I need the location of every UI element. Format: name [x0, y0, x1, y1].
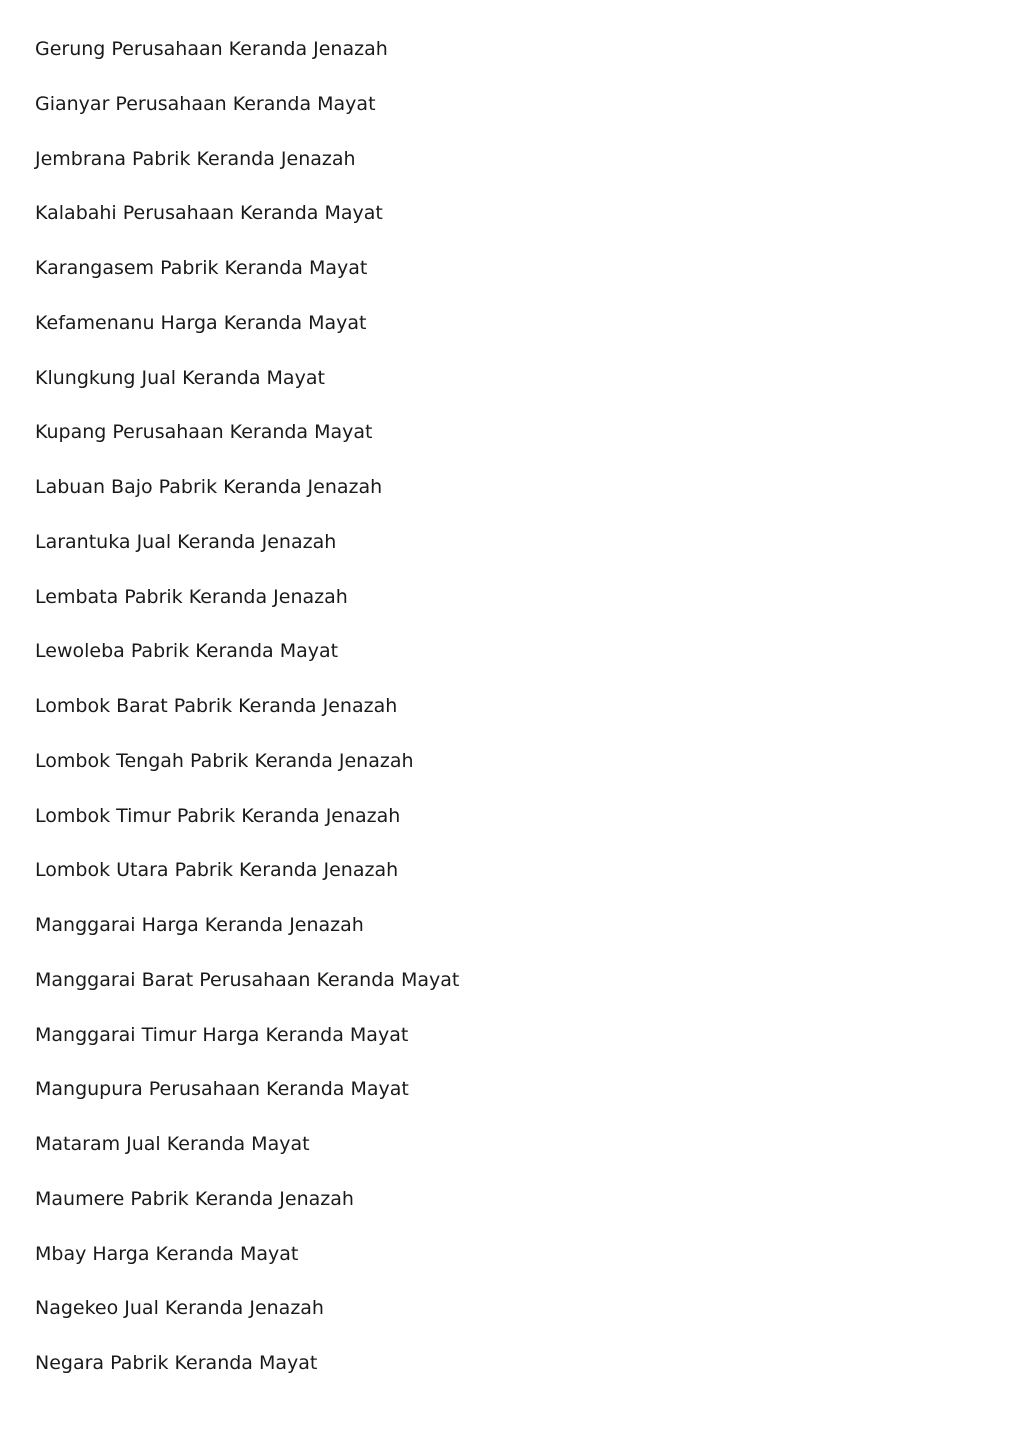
text-line: Lewoleba Pabrik Keranda Mayat — [35, 640, 339, 663]
text-line: Klungkung Jual Keranda Mayat — [35, 366, 325, 389]
text-line: Lombok Barat Pabrik Keranda Jenazah — [35, 695, 398, 717]
text-line: Lombok Timur Pabrik Keranda Jenazah — [35, 804, 401, 827]
text-line: Negara Pabrik Keranda Mayat — [35, 1352, 318, 1374]
text-line: Manggarai Timur Harga Keranda Mayat — [35, 1023, 409, 1046]
text-line: Mbay Harga Keranda Mayat — [35, 1242, 299, 1265]
text-line: Lembata Pabrik Keranda Jenazah — [35, 585, 348, 608]
text-line: Karangasem Pabrik Keranda Mayat — [35, 257, 368, 279]
text-line: Mangupura Perusahaan Keranda Mayat — [35, 1078, 409, 1101]
text-line: Larantuka Jual Keranda Jenazah — [35, 530, 337, 553]
text-line: Nagekeo Jual Keranda Jenazah — [35, 1297, 324, 1320]
text-line: Kefamenanu Harga Keranda Mayat — [35, 311, 367, 334]
text-line: Gerung Perusahaan Keranda Jenazah — [35, 38, 388, 60]
text-line: Manggarai Barat Perusahaan Keranda Mayat — [35, 968, 460, 991]
text-line: Labuan Bajo Pabrik Keranda Jenazah — [35, 476, 383, 498]
text-line: Manggarai Harga Keranda Jenazah — [35, 914, 364, 936]
text-line: Maumere Pabrik Keranda Jenazah — [35, 1187, 354, 1210]
text-line: Mataram Jual Keranda Mayat — [35, 1133, 310, 1155]
text-line: Jembrana Pabrik Keranda Jenazah — [35, 147, 356, 170]
text-line: Kupang Perusahaan Keranda Mayat — [35, 421, 373, 444]
text-line: Lombok Tengah Pabrik Keranda Jenazah — [35, 749, 414, 772]
text-line: Lombok Utara Pabrik Keranda Jenazah — [35, 859, 399, 882]
text-line: Kalabahi Perusahaan Keranda Mayat — [35, 202, 383, 225]
text-line: Gianyar Perusahaan Keranda Mayat — [35, 92, 376, 115]
text-line-list — [35, 36, 459, 1405]
